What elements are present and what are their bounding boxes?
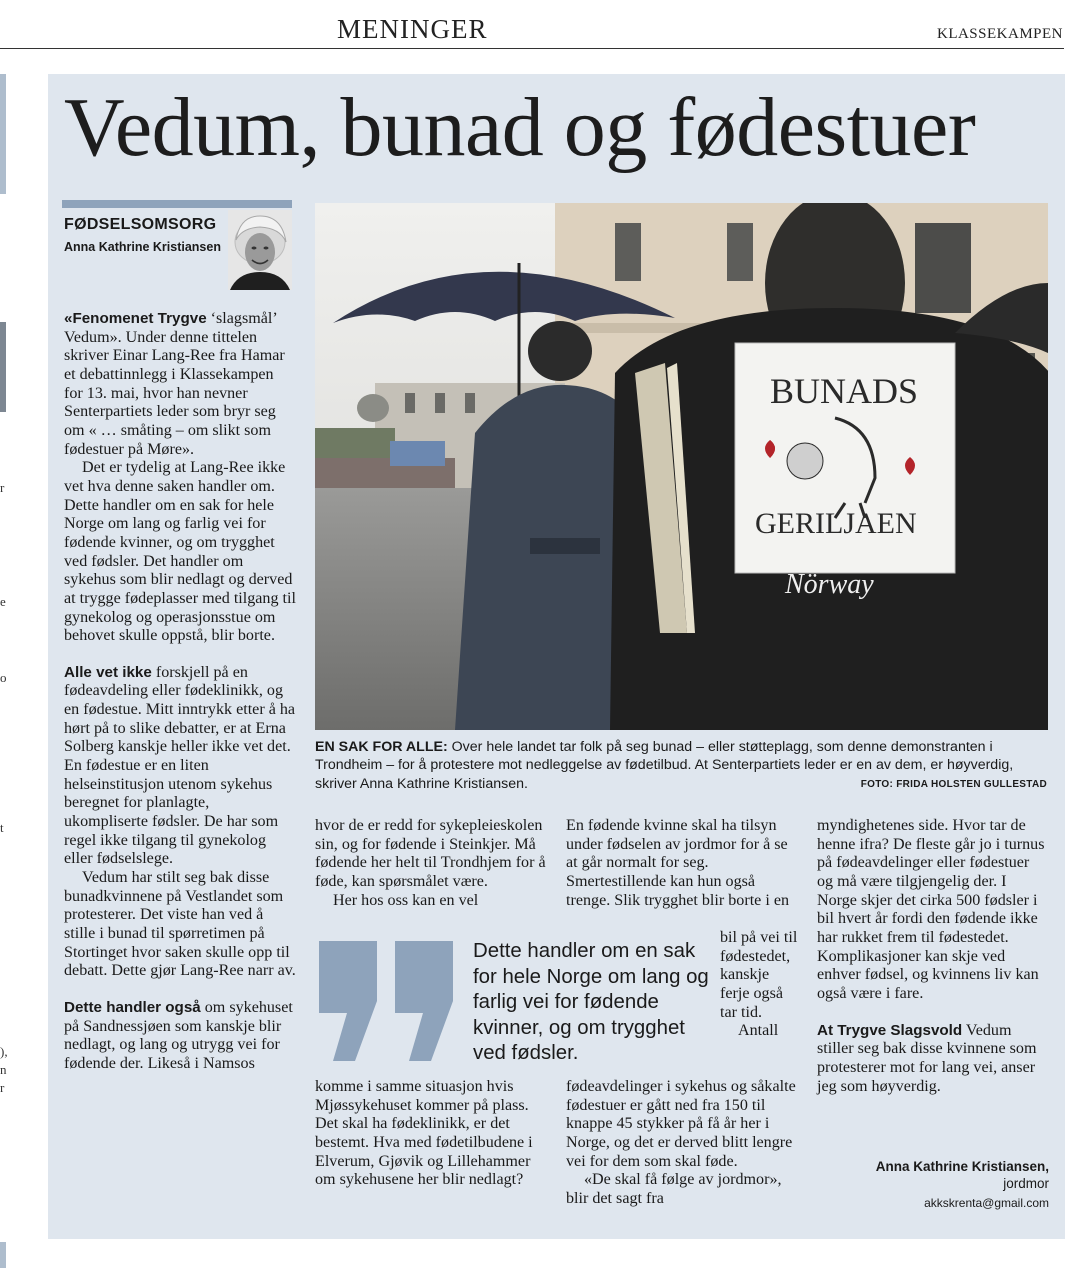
signature-email: akkskrenta@gmail.com (924, 1196, 1049, 1210)
paragraph: fødeavdelinger i sykehus og såkalte fødestuer er gått ned fra 150 til knappe 45 stykker på få år her i Norge, og det er derved blitt lengre vei for dem som skal føde. (566, 1078, 796, 1170)
paragraph: Vedum har stilt seg bak disse bunadkvinnene på Vestlandet som protesterer. Det viste han ved å stille i bunad til spørretimen på Stortinget hvor saken skulle opp til debatt. Dette gjør Lang-Ree narr av. (64, 869, 296, 980)
paragraph-text: Vedum stiller seg bak disse kvinnene som protesterer mot for lang vei, anser jeg som høyverdig. (817, 1021, 1037, 1095)
lead-in: At Trygve Slagsvold (817, 1021, 963, 1039)
paragraph-text: om sykehuset på Sandnessjøen som kanskje blir nedlagt, og lang og utrygg vei for fødende der. Likeså i Namsos (64, 998, 293, 1072)
edge-char: o (0, 670, 7, 685)
edge-char: e (0, 594, 6, 609)
jacket-text-bottom: Nörway (785, 569, 874, 600)
edge-char: t (0, 820, 4, 835)
caption-lead: EN SAK FOR ALLE: (315, 739, 448, 755)
column-3-bottom (566, 1078, 798, 1209)
edge-char: ), (0, 1044, 8, 1059)
paragraph: En fødende kvinne skal ha tilsyn under fødselen av jordmor for å se at går normalt for seg. Smertestillende kan hun også trenge. Slik trygghet blir borte i en (566, 817, 790, 909)
column-4 (817, 817, 1049, 1096)
edge-char: r (0, 480, 5, 495)
paragraph (64, 310, 296, 459)
column-3-top (566, 817, 798, 910)
paragraph (817, 1022, 1049, 1097)
headline: Vedum, bunad og fødestuer (64, 81, 976, 174)
jacket-text-mid: GERILJAEN (755, 507, 917, 540)
paragraph: hvor de er redd for sykepleieskolen sin, og for fødende i Steinkjer. Må fødende her helt til Trondhjem for å føde, kan spørsmålet være. (315, 817, 546, 890)
paragraph (64, 664, 296, 869)
lead-in: Alle vet ikke (64, 663, 152, 681)
author-portrait (228, 210, 292, 290)
column-1 (64, 310, 296, 1074)
article-photo (315, 203, 1048, 730)
paragraph-text: forskjell på en fødeavdeling eller fødeklinikk, og en fødestue. Mitt inntrykk etter å ha hørt på to slike debatter, er at Erna Solberg kanskje heller ikke vet det. En fødestue er en liten helseinstitusjon utenom sykehus beregnet for planlagte, ukompliserte fødsler. De har som regel ikke tilgang til gynekolog eller fødselslege. (64, 663, 296, 868)
edge-char: r (0, 1080, 5, 1095)
byline-accent-bar (62, 200, 292, 208)
quote-mark-icon (315, 941, 465, 1061)
lead-in: Dette handler også (64, 998, 201, 1016)
paragraph: Antall (738, 1022, 779, 1040)
jacket-text-top: BUNADS (770, 371, 919, 411)
paragraph: myndighetenes side. Hvor tar de henne ifra? De fleste går jo i turnus på fødeavdelinger eller fødestuer og må være tilgjengelig der. I Norge skjer det cirka 500 fødsler i bil hvert år fordi den fødende ikke har rukket frem til fødestedet. Komplikasjoner kan skje ved enhver fødsel, og kvinnens liv kan også være i fare. (817, 817, 1045, 1002)
paragraph: komme i samme situasjon hvis Mjøssykehuset kommer på plass. Det skal ha fødeklinikk, er det bestemt. Hva med fødetilbudene i Elverum, Gjøvik og Lillehammer om sykehusene her blir nedlagt? (315, 1078, 533, 1189)
paragraph: Det er tydelig at Lang-Ree ikke vet hva denne saken handler om. Dette handler om en sak for hele Norge om lang og farlig vei for fødende kvinner, og om trygghet ved fødsler. Det handler om sykehus som blir nedlagt og derved at trygge fødeplasser med tilgang til gynekolog og operasjonsstue om behovet skulle oppstå, blir borte. (64, 459, 296, 645)
edge-char: n (0, 1062, 7, 1077)
edge-bar-top (0, 74, 6, 194)
newspaper-name: KLASSEKAMPEN (936, 26, 1063, 42)
paragraph: «De skal få følge av jordmor», blir det sagt fra (566, 1171, 782, 1207)
section-title: MENINGER (337, 14, 488, 44)
pull-quote (315, 935, 815, 1075)
edge-bar-bottom (0, 1242, 6, 1268)
masthead (0, 0, 1089, 50)
column-2-top (315, 817, 551, 910)
paragraph: Her hos oss kan en vel (333, 891, 479, 909)
paragraph (64, 999, 296, 1074)
kicker: FØDSELSOMSORG (64, 216, 217, 233)
edge-bar-photo (0, 322, 6, 412)
pull-quote-text: Dette handler om en sak for hele Norge om lang og farlig vei for fødende kvinner, og om trygghet ved fødsler. (473, 940, 709, 1064)
photo-credit: FOTO: FRIDA HOLSTEN GULLESTAD (860, 779, 1047, 790)
column-2-bottom (315, 1078, 551, 1190)
signature (876, 1158, 1049, 1213)
paragraph-text: ‘slagsmål’ Vedum». Under denne tittelen skriver Einar Lang-Ree fra Hamar et debattinnlegg i Klassekampen for 13. mai, hvor han nevner Senterpartiets leder som bryr seg om « … småting – om slikt som fødestuer på Møre». (64, 310, 285, 458)
masthead-rule (0, 48, 1064, 49)
byline-author: Anna Kathrine Kristiansen (64, 240, 221, 254)
signature-name: Anna Kathrine Kristiansen, (875, 1159, 1049, 1174)
signature-role: jordmor (1003, 1176, 1049, 1191)
lead-in: «Fenomenet Trygve (64, 310, 207, 327)
left-edge-fragment (0, 74, 10, 1244)
paragraph: bil på vei til fødestedet, kanskje ferje også tar tid. (720, 929, 798, 1021)
caption-text: Over hele landet tar folk på seg bunad – eller støtteplagg, som denne demonstranten i Trondheim – for å protestere mot nedleggelse av fødetilbud. At Senterpartiets leder er en av dem, er høyverdig, skriver Anna Kathrine Kristiansen. (315, 739, 1014, 792)
